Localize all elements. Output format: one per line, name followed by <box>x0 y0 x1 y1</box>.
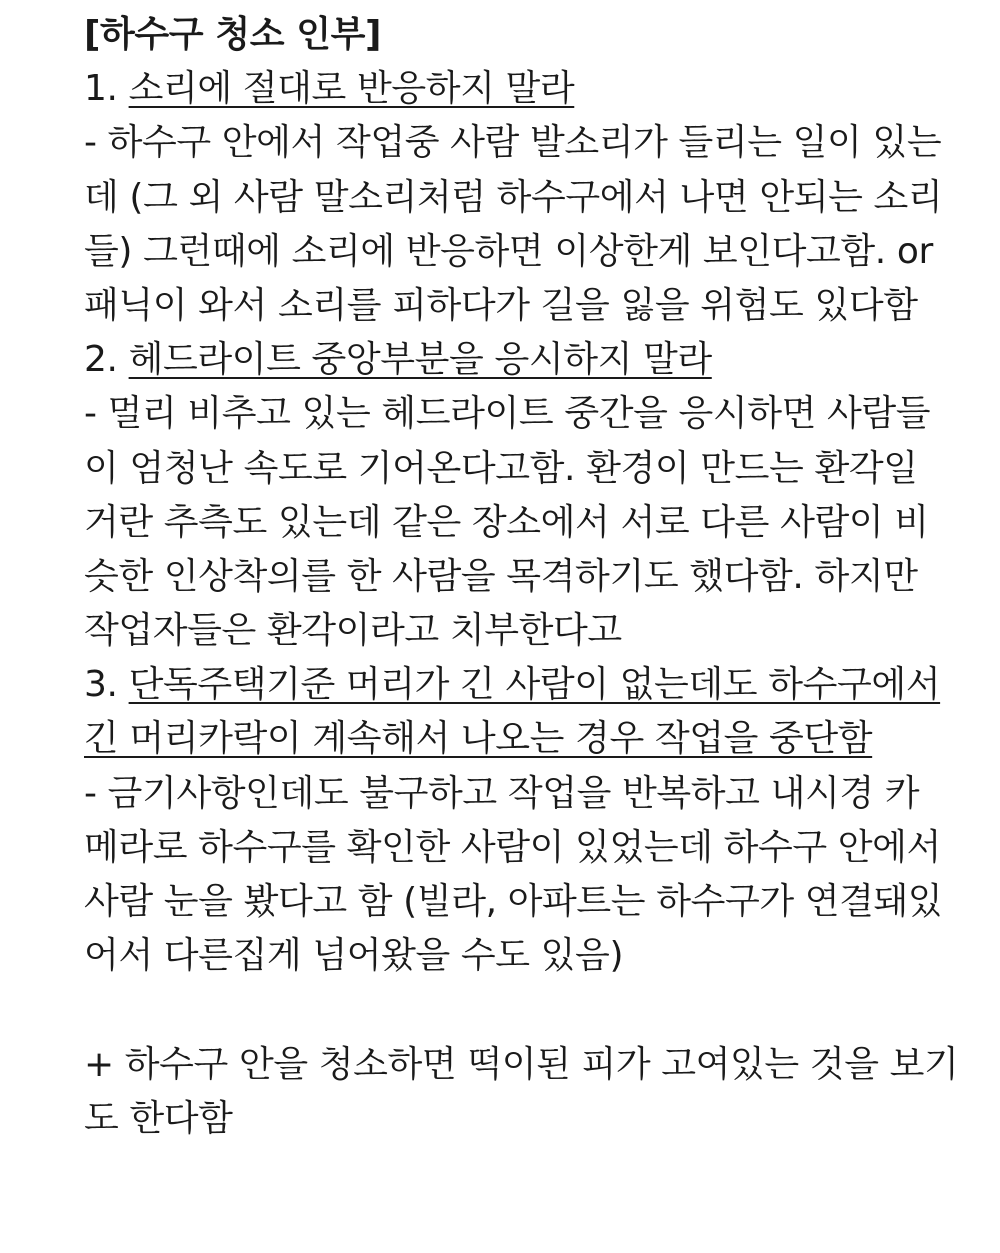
rule-1 <box>84 62 944 333</box>
rule-heading-line <box>84 62 944 116</box>
rule-body-line: 이 엄청난 속도로 기어온다고함. 환경이 만드는 환각일 <box>84 447 918 489</box>
rule-number: 3. <box>84 664 118 706</box>
rule-body-line: 사람 눈을 봤다고 함 (빌라, 아파트는 하수구가 연결돼있 <box>84 881 943 922</box>
rule-body-line: 거란 추측도 있는데 같은 장소에서 서로 다른 사람이 비 <box>84 501 929 543</box>
rule-body-line: - 하수구 안에서 작업중 사람 발소리가 들리는 일이 있는 <box>84 122 942 164</box>
rule-number: 2. <box>84 339 118 381</box>
addendum <box>84 1038 959 1146</box>
rule-body-line: 어서 다른집게 넘어왔을 수도 있음) <box>84 935 624 977</box>
rule-body-line: - 멀리 비추고 있는 헤드라이트 중간을 응시하면 사람들 <box>84 393 931 435</box>
rule-heading: 긴 머리카락이 계속해서 나오는 경우 작업을 중단함 <box>84 718 873 760</box>
rule-body-line: 패닉이 와서 소리를 피하다가 길을 잃을 위험도 있다함 <box>84 284 918 326</box>
rule-heading: 소리에 절대로 반응하지 말라 <box>128 68 575 110</box>
rule-body-line: 슷한 인상착의를 한 사람을 목격하기도 했다함. 하지만 <box>84 555 918 597</box>
rule-body-line: 작업자들은 환각이라고 치부한다고 <box>84 610 622 652</box>
rule-body-line: 메라로 하수구를 확인한 사람이 있었는데 하수구 안에서 <box>84 826 941 868</box>
blank-line <box>84 983 944 1037</box>
rule-body-line: 데 (그 외 사람 말소리처럼 하수구에서 나면 안되는 소리 <box>84 176 943 218</box>
rule-heading: 단독주택기준 머리가 긴 사람이 없는데도 하수구에서 <box>128 664 941 706</box>
document <box>84 8 959 1146</box>
document-title: [하수구 청소 인부] <box>84 14 382 55</box>
rule-heading-line <box>84 712 944 766</box>
rule-2 <box>84 333 944 658</box>
addendum-line: + 하수구 안을 청소하면 떡이된 피가 고여있는 것을 보기 <box>84 1043 959 1085</box>
rule-heading-line <box>84 333 944 387</box>
rule-3 <box>84 658 944 983</box>
rule-number: 1. <box>84 68 118 110</box>
rule-body-line: 들) 그런때에 소리에 반응하면 이상한게 보인다고함. or <box>84 230 933 272</box>
rule-heading-line <box>84 658 944 712</box>
rule-body-line: - 금기사항인데도 불구하고 작업을 반복하고 내시경 카 <box>84 772 920 814</box>
rule-heading: 헤드라이트 중앙부분을 응시하지 말라 <box>128 339 712 381</box>
addendum-line: 도 한다함 <box>84 1097 233 1139</box>
